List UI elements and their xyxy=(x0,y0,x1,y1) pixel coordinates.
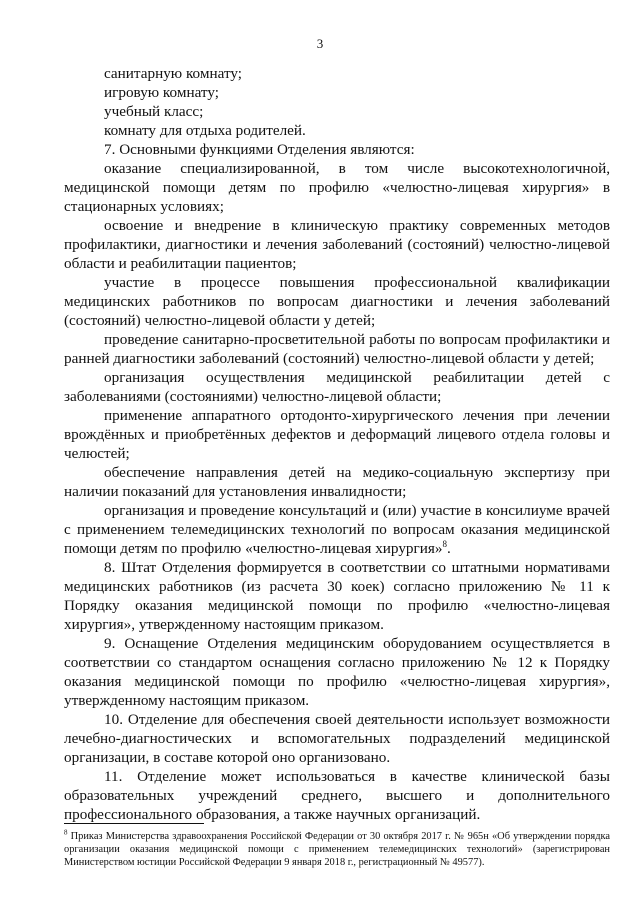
footnote xyxy=(64,830,610,869)
paragraph: комнату для отдыха родителей. xyxy=(104,122,306,139)
paragraph: 8. Штат Отделения формируется в соответствии со штатными нормативами медицинских работников (из расчета 30 коек) согласно приложению № 11 к Порядку оказания медицинской помощи по профилю «челюстно-лицевая хирургия», утвержденному настоящим приказом. xyxy=(64,559,610,633)
paragraph-with-footnote xyxy=(64,501,610,558)
footnote-reference[interactable]: 8 xyxy=(442,538,447,549)
paragraph-text: организация и проведение консультаций и (или) участие в консилиуме врачей с применением телемедицинских технологий по вопросам оказания медицинской помощи детям по профилю «челюстно-лицевая хирургия» xyxy=(64,502,610,557)
section-heading: 7. Основными функциями Отделения являются: xyxy=(104,141,415,158)
paragraph: освоение и внедрение в клиническую практику современных методов профилактики, диагностики и лечения заболеваний (состояний) челюстно-лицевой области и реабилитации пациентов; xyxy=(64,217,610,272)
page-number: 3 xyxy=(316,36,324,51)
footnote-text: Приказ Министерства здравоохранения Российской Федерации от 30 октября 2017 г. № 965н «Об утверждении порядка организации оказания медицинской помощи с применением телемедицинских технологий» (зарегистрирован Министерством юстиции Российской Федерации 9 января 2018 г., регистрационный № 49577). xyxy=(64,831,610,868)
paragraph: игровую комнату; xyxy=(104,84,219,101)
paragraph: проведение санитарно-просветительной работы по вопросам профилактики и ранней диагностики заболеваний (состояний) челюстно-лицевой области у детей; xyxy=(64,331,610,367)
footnote-divider xyxy=(64,823,204,824)
paragraph: 11. Отделение может использоваться в качестве клинической базы образовательных учреждений среднего, высшего и дополнительного профессионального образования, а также научных организаций. xyxy=(64,768,610,823)
paragraph-end-punct: . xyxy=(446,540,451,557)
paragraph: 10. Отделение для обеспечения своей деятельности использует возможности лечебно-диагностических и вспомогательных подразделений медицинской организации, в составе которой оно организовано. xyxy=(64,711,610,766)
paragraph: 9. Оснащение Отделения медицинским оборудованием осуществляется в соответствии со стандартом оснащения согласно приложению № 12 к Порядку оказания медицинской помощи по профилю «челюстно-лицевая хирургия», утвержденному настоящим приказом. xyxy=(64,635,610,709)
paragraph: участие в процессе повышения профессиональной квалификации медицинских работников по вопросам диагностики и лечения заболеваний (состояний) челюстно-лицевой области у детей; xyxy=(64,274,610,329)
document-body xyxy=(64,64,610,824)
paragraph: учебный класс; xyxy=(104,103,204,120)
footnote-marker: 8 xyxy=(64,828,68,837)
paragraph: организация осуществления медицинской реабилитации детей с заболеваниями (состояниями) челюстно-лицевой области; xyxy=(64,369,610,405)
paragraph: применение аппаратного ортодонто-хирургического лечения при лечении врождённых и приобретённых дефектов и деформаций лицевого отдела головы и челюстей; xyxy=(64,407,610,462)
paragraph: обеспечение направления детей на медико-социальную экспертизу при наличии показаний для установления инвалидности; xyxy=(64,464,610,500)
paragraph: санитарную комнату; xyxy=(104,65,242,82)
paragraph: оказание специализированной, в том числе высокотехнологичной, медицинской помощи детям по профилю «челюстно-лицевая хирургия» в стационарных условиях; xyxy=(64,160,610,215)
